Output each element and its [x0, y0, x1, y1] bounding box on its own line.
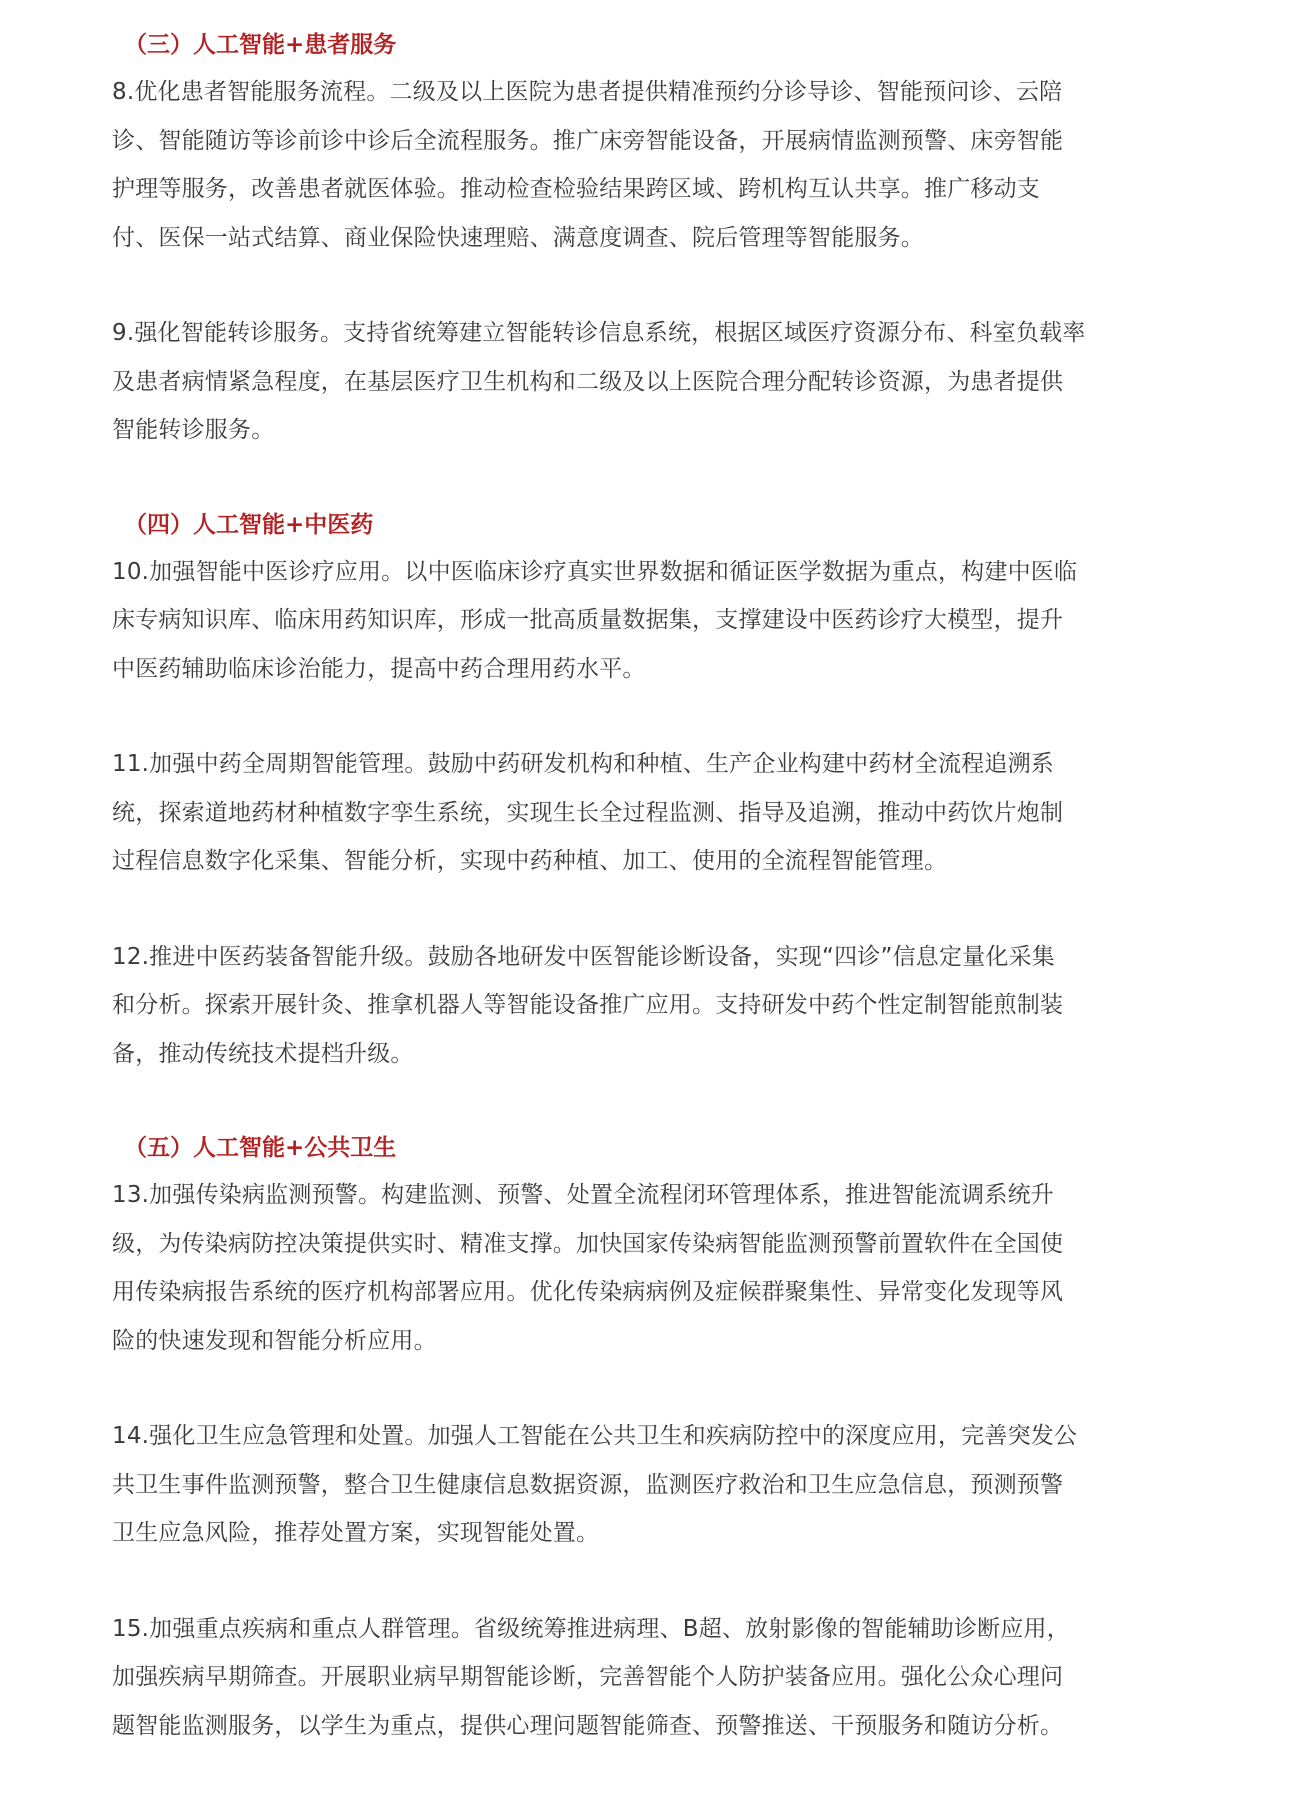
paragraph-line: 中医药辅助临床诊治能力，提高中药合理用药水平。: [112, 655, 646, 682]
paragraph-item-12: [112, 933, 1204, 1079]
paragraph-line: 9.强化智能转诊服务。支持省统筹建立智能转诊信息系统，根据区域医疗资源分布、科室负载率: [112, 320, 1086, 346]
paragraph-line: 13.加强传染病监测预警。构建监测、预警、处置全流程闭环管理体系，推进智能流调系统升: [112, 1182, 1054, 1208]
paragraph-line: 诊、智能随访等诊前诊中诊后全流程服务。推广床旁智能设备，开展病情监测预警、床旁智能: [112, 127, 1064, 154]
paragraph-item-9: [112, 309, 1204, 455]
paragraph-line: 及患者病情紧急程度，在基层医疗卫生机构和二级及以上医院合理分配转诊资源，为患者提供: [112, 368, 1064, 395]
paragraph-line: 加强疾病早期筛查。开展职业病早期智能诊断，完善智能个人防护装备应用。强化公众心理问: [112, 1664, 1064, 1690]
paragraph-line: 11.加强中药全周期智能管理。鼓励中药研发机构和种植、生产企业构建中药材全流程追溯系: [112, 751, 1054, 777]
paragraph-line: 险的快速发现和智能分析应用。: [112, 1327, 437, 1354]
paragraph-line: 题智能监测服务，以学生为重点，提供心理问题智能筛查、预警推送、干预服务和随访分析。: [112, 1712, 1064, 1739]
paragraph-item-14: [112, 1412, 1204, 1558]
paragraph-line: 备，推动传统技术提档升级。: [112, 1040, 414, 1067]
paragraph-line: 床专病知识库、临床用药知识库，形成一批高质量数据集，支撑建设中医药诊疗大模型，提升: [112, 607, 1064, 633]
paragraph-line: 10.加强智能中医诊疗应用。以中医临床诊疗真实世界数据和循证医学数据为重点，构建中医临: [112, 558, 1078, 585]
paragraph-line: 过程信息数字化采集、智能分析，实现中药种植、加工、使用的全流程智能管理。: [112, 848, 948, 874]
paragraph-item-15: [112, 1605, 1204, 1751]
paragraph-line: 付、医保一站式结算、商业保险快速理赔、满意度调查、院后管理等智能服务。: [112, 224, 924, 251]
section-public-health: [112, 1125, 1300, 1750]
section-tcm: [112, 502, 1300, 1079]
paragraph-line: 15.加强重点疾病和重点人群管理。省级统筹推进病理、B超、放射影像的智能辅助诊断应用，: [112, 1615, 1070, 1642]
paragraph-item-13: [112, 1171, 1204, 1365]
section-heading: （三）人工智能+患者服务: [124, 32, 397, 58]
paragraph-line: 和分析。探索开展针灸、推拿机器人等智能设备推广应用。支持研发中药个性定制智能煎制装: [112, 992, 1064, 1018]
paragraph-line: 卫生应急风险，推荐处置方案，实现智能处置。: [112, 1520, 600, 1546]
paragraph-item-8: [112, 68, 1204, 262]
paragraph-line: 统，探索道地药材种植数字孪生系统，实现生长全过程监测、指导及追溯，推动中药饮片炮制: [112, 799, 1064, 826]
paragraph-line: 14.强化卫生应急管理和处置。加强人工智能在公共卫生和疾病防控中的深度应用，完善突发公: [112, 1423, 1078, 1449]
paragraph-line: 级，为传染病防控决策提供实时、精准支撑。加快国家传染病智能监测预警前置软件在全国使: [112, 1230, 1064, 1257]
paragraph-line: 12.推进中医药装备智能升级。鼓励各地研发中医智能诊断设备，实现“四诊”信息定量化采集: [112, 943, 1056, 970]
paragraph-item-11: [112, 740, 1204, 886]
paragraph-line: 护理等服务，改善患者就医体验。推动检查检验结果跨区域、跨机构互认共享。推广移动支: [112, 176, 1040, 202]
paragraph-line: 智能转诊服务。: [112, 417, 275, 443]
section-heading: （五）人工智能+公共卫生: [124, 1135, 397, 1161]
section-heading: （四）人工智能+中医药: [124, 511, 374, 538]
paragraph-item-10: [112, 548, 1204, 694]
paragraph-line: 用传染病报告系统的医疗机构部署应用。优化传染病病例及症候群聚集性、异常变化发现等风: [112, 1279, 1064, 1305]
paragraph-line: 8.优化患者智能服务流程。二级及以上医院为患者提供精准预约分诊导诊、智能预问诊、云陪: [112, 79, 1063, 105]
paragraph-line: 共卫生事件监测预警，整合卫生健康信息数据资源，监测医疗救治和卫生应急信息，预测预警: [112, 1471, 1064, 1498]
section-patient-services: [112, 22, 1300, 455]
